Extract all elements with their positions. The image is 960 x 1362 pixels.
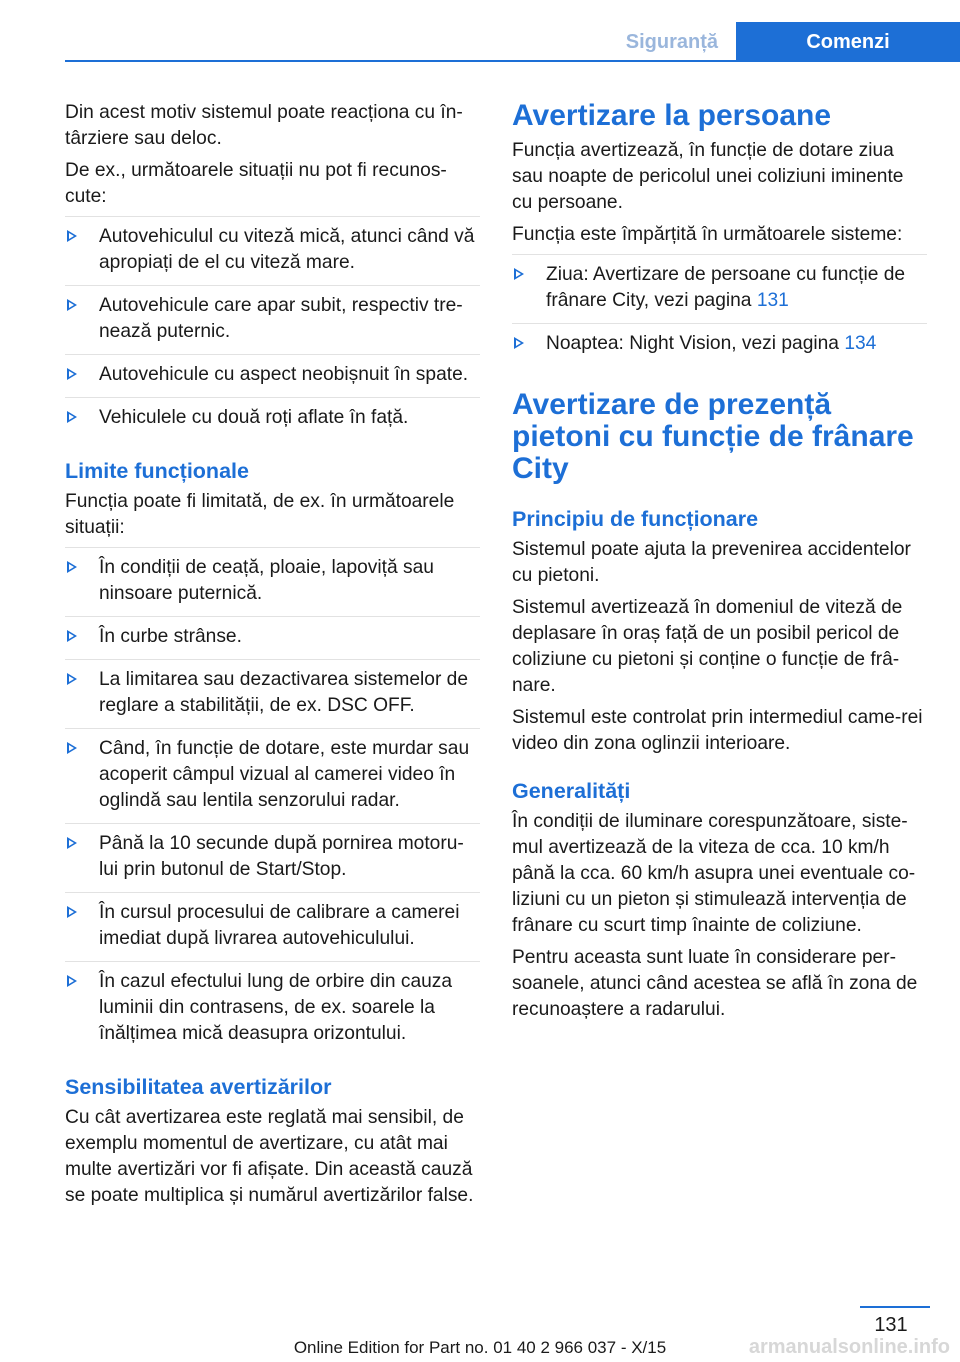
list-item-text: În cursul procesului de calibrare a camerei imediat după livrarea autovehiculului. [99,902,460,949]
watermark: armanualsonline.info [748,1336,950,1358]
persons-paragraph-1: Funcția avertizează, în funcție de dotare ziua sau noapte de pericolul unei coliziuni iminente cu persoane. [512,140,904,213]
principle-paragraph-1: Sistemul poate ajuta la prevenirea accidentelor cu pietoni. [512,539,911,586]
triangle-bullet-icon [67,837,77,849]
list-item-text: În condiții de ceață, ploaie, lapoviță sau ninsoare puternică. [99,557,434,604]
general-paragraph-2: Pentru aceasta sunt luate în considerare per‐soanele, atunci când acestea se află în zona de recunoaștere a radarului. [512,947,918,1020]
list-item [65,397,480,435]
persons-paragraph-2: Funcția este împărțită în următoarele sisteme: [512,224,903,245]
limits-intro: Funcția poate fi limitată, de ex. în următoarele situații: [65,491,455,538]
triangle-bullet-icon [67,561,77,573]
undetectable-situations-list [65,216,480,435]
triangle-bullet-icon [514,337,524,349]
general-paragraph-1: În condiții de iluminare corespunzătoare, siste‐mul avertizează de la viteza de cca. 10 km/h până la cca. 60 km/h asupra unei eventuale co‐liziuni cu un pieton și stimulează intervenția de frânare cu scurt timp înainte de coliziune. [512,811,916,936]
sensitivity-heading: Sensibilitatea avertizărilor [65,1075,332,1099]
sensitivity-paragraph: Cu cât avertizarea este reglată mai sensibil, de exemplu momentul de avertizare, cu atât mai multe avertizări vor fi afișate. Din această cauză se poate multiplica și numărul avertizărilor false. [65,1107,474,1206]
list-item-text: Autovehiculul cu viteză mică, atunci când vă apropiați de el cu viteză mare. [99,226,475,273]
list-item-text: Autovehicule cu aspect neobișnuit în spate. [99,364,469,385]
page-link-131[interactable]: 131 [756,290,789,311]
principle-heading: Principiu de funcționare [512,507,759,531]
triangle-bullet-icon [67,975,77,987]
limitations-list [65,547,480,1051]
list-item-text: Când, în funcție de dotare, este murdar sau acoperit câmpul vizual al camerei video în oglindă sau lentila senzorului radar. [99,738,470,811]
list-item [65,659,480,723]
list-item-text: La limitarea sau dezactivarea sistemelor de reglare a stabilității, de ex. DSC OFF. [99,669,469,716]
list-item [512,323,927,361]
list-item-text: În curbe strânse. [99,626,242,647]
list-item [65,547,480,611]
list-item-text: Autovehicule care apar subit, respectiv tre‐nează puternic. [99,295,463,342]
list-item-text: Vehiculele cu două roți aflate în față. [99,407,409,428]
list-item [65,354,480,392]
intro-paragraph-2: De ex., următoarele situații nu pot fi recunos‐cute: [65,160,447,207]
list-item-text: În cazul efectului lung de orbire din cauza luminii din contrasens, de ex. soarele la înălțimea mică deasupra orizontului. [99,971,453,1044]
page-number: 131 [874,1314,908,1336]
limits-heading: Limite funcționale [65,459,249,483]
left-column [65,100,480,1215]
triangle-bullet-icon [514,268,524,280]
header-section-label[interactable]: Siguranță [625,31,718,53]
triangle-bullet-icon [67,906,77,918]
list-item-text: Noaptea: Night Vision, vezi pagina [546,333,845,354]
triangle-bullet-icon [67,230,77,242]
list-item-text: Ziua: Avertizare de persoane cu funcție de frânare City, vezi pagina [546,264,906,311]
principle-paragraph-3: Sistemul este controlat prin intermediul came‐rei video din zona oglinzii interioare. [512,707,923,754]
triangle-bullet-icon [67,630,77,642]
principle-paragraph-2: Sistemul avertizează în domeniul de viteză de deplasare în oraș față de un posibil pericol de coliziune cu pietoni și conține o funcție de frâ‐nare. [512,597,903,696]
general-heading: Generalități [512,779,631,803]
list-item [65,616,480,654]
triangle-bullet-icon [67,742,77,754]
header-tabs [608,22,960,62]
list-item-text: Până la 10 secunde după pornirea motoru‐lui prin butonul de Start/Stop. [99,833,464,880]
list-item [65,823,480,887]
footer-rule [860,1306,930,1308]
triangle-bullet-icon [67,368,77,380]
right-column [512,100,927,1029]
page-link-134[interactable]: 134 [844,333,877,354]
triangle-bullet-icon [67,411,77,423]
list-item [65,728,480,818]
systems-list [512,254,927,361]
list-item [65,892,480,956]
edition-note: Online Edition for Part no. 01 40 2 966 037 - X/15 [293,1338,667,1357]
persons-warning-heading: Avertizare la persoane [512,99,832,132]
intro-paragraph-1: Din acest motiv sistemul poate reacționa cu în‐târziere sau deloc. [65,102,463,149]
header-chapter-label[interactable]: Comenzi [736,22,960,62]
list-item [65,961,480,1051]
triangle-bullet-icon [67,299,77,311]
city-brake-heading: Avertizare de prezență pietoni cu funcție de frânare City [512,388,914,485]
list-item [512,254,927,318]
triangle-bullet-icon [67,673,77,685]
list-item [65,285,480,349]
list-item [65,216,480,280]
